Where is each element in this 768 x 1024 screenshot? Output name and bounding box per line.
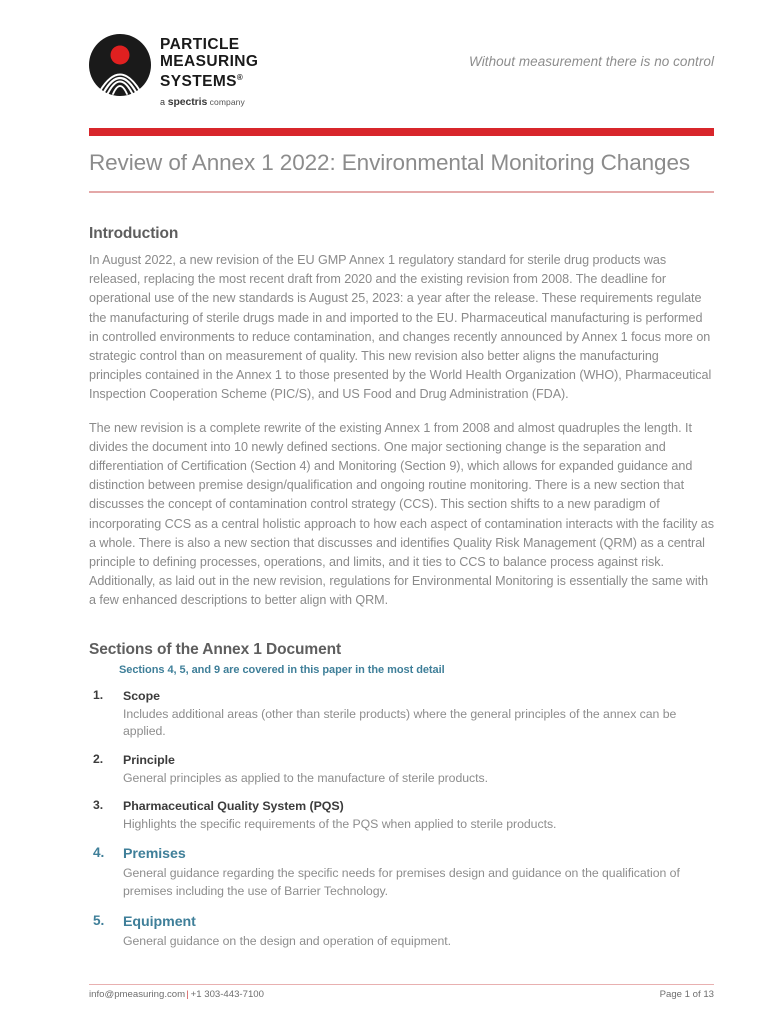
header-tagline: Without measurement there is no control bbox=[469, 54, 714, 69]
footer-phone[interactable]: +1 303-443-7100 bbox=[190, 989, 264, 1000]
list-item-title: Scope bbox=[123, 688, 160, 703]
logo-wordmark bbox=[160, 34, 258, 108]
list-item-number: 3. bbox=[93, 798, 104, 813]
sections-list bbox=[89, 688, 714, 951]
logo-line-1: PARTICLE bbox=[160, 36, 240, 53]
title-bottom-rule bbox=[89, 191, 714, 193]
title-top-rule bbox=[89, 128, 714, 136]
introduction-paragraph-1: In August 2022, a new revision of the EU GMP Annex 1 regulatory standard for sterile drug products was released, replacing the most recent draft from 2020 and the existing revision from 2008. The deadline for operational use of the new standards is August 25, 2023: a year after the release. These requirements regulate the manufacturing of sterile drugs made in and imported to the EU. Pharmaceutical manufacturing is performed in controlled environments to reduce contamination, and changes recently announced by Annex 1 focus more on strategic control than on measurement of quality. This new revision also better aligns the manufacturing principles contained in the Annex 1 to those presented by the World Health Organization (WHO), Pharmaceutical Inspection Cooperation Scheme (PIC/S), and US Food and Drug Administration (FDA). bbox=[89, 253, 712, 402]
introduction-paragraph-2: The new revision is a complete rewrite of the existing Annex 1 from 2008 and almost quadruples the length. It divides the document into 10 newly defined sections. One major sectioning change is the separation and differentiation of Certification (Section 4) and Monitoring (Section 9), which allows for expanded guidance and distinction between premise design/qualification and ongoing routine monitoring. There is a new section that discusses the concept of contamination control strategy (CCS). This section shifts to a new paradigm of incorporating CCS as a central holistic approach to how each aspect of contamination interacts with the facility as a whole. There is also a new section that discusses and identifies Quality Risk Management (QRM) as a central principle to defining processes, operations, and limits, and it ties to CCS to balance process against risk. Additionally, as laid out in the new revision, regulations for Environmental Monitoring is essentially the same with a few enhanced descriptions to better align with QRM. bbox=[89, 420, 714, 608]
page-footer bbox=[89, 989, 714, 1000]
page-header bbox=[89, 34, 714, 114]
list-item bbox=[89, 752, 714, 788]
logo-sub-prefix: a bbox=[160, 96, 168, 107]
list-item-title: Equipment bbox=[123, 914, 196, 931]
list-item-description: Includes additional areas (other than sterile products) where the general principles of the annex can be applied. bbox=[123, 706, 677, 739]
list-item-title: Premises bbox=[123, 846, 186, 863]
logo-line-3-wrap bbox=[160, 70, 258, 91]
sections-heading: Sections of the Annex 1 Document bbox=[89, 640, 342, 658]
footer-contact bbox=[89, 989, 264, 1000]
page-content bbox=[89, 225, 714, 964]
list-item-number: 5. bbox=[93, 913, 105, 929]
footer-email[interactable]: info@pmeasuring.com bbox=[89, 989, 186, 1000]
sections-note: Sections 4, 5, and 9 are covered in this paper in the most detail bbox=[119, 663, 445, 676]
list-item-description: Highlights the specific requirements of the PQS when applied to sterile products. bbox=[123, 817, 557, 832]
footer-rule bbox=[89, 984, 714, 985]
footer-separator: | bbox=[186, 989, 189, 1000]
list-item-number: 1. bbox=[93, 687, 104, 702]
list-item-title: Pharmaceutical Quality System (PQS) bbox=[123, 799, 344, 814]
list-item bbox=[89, 688, 714, 741]
list-item-description: General guidance regarding the specific needs for premises design and guidance on the qualification of premises including the use of Barrier Technology. bbox=[123, 866, 680, 898]
list-item bbox=[89, 798, 714, 834]
company-logo bbox=[89, 34, 258, 108]
logo-line-3: SYSTEMS bbox=[160, 73, 237, 91]
list-item-number: 2. bbox=[93, 751, 104, 766]
page-title: Review of Annex 1 2022: Environmental Monitoring Changes bbox=[89, 150, 691, 175]
footer-page-number: Page 1 of 13 bbox=[659, 989, 714, 1000]
list-item bbox=[89, 913, 714, 951]
list-item-description: General principles as applied to the manufacture of sterile products. bbox=[123, 770, 488, 785]
registered-trademark-icon: ® bbox=[236, 73, 244, 82]
logo-line-2: MEASURING bbox=[160, 52, 259, 70]
list-item bbox=[89, 845, 714, 900]
list-item-title: Principle bbox=[123, 752, 175, 767]
logo-sub-brand: spectris bbox=[167, 95, 208, 108]
pms-logo-mark-icon bbox=[89, 34, 151, 96]
logo-sub-suffix: company bbox=[207, 96, 245, 107]
logo-tagline-spectris bbox=[160, 96, 258, 108]
introduction-heading: Introduction bbox=[89, 225, 179, 242]
list-item-description: General guidance on the design and operation of equipment. bbox=[123, 934, 451, 949]
list-item-number: 4. bbox=[93, 845, 105, 861]
